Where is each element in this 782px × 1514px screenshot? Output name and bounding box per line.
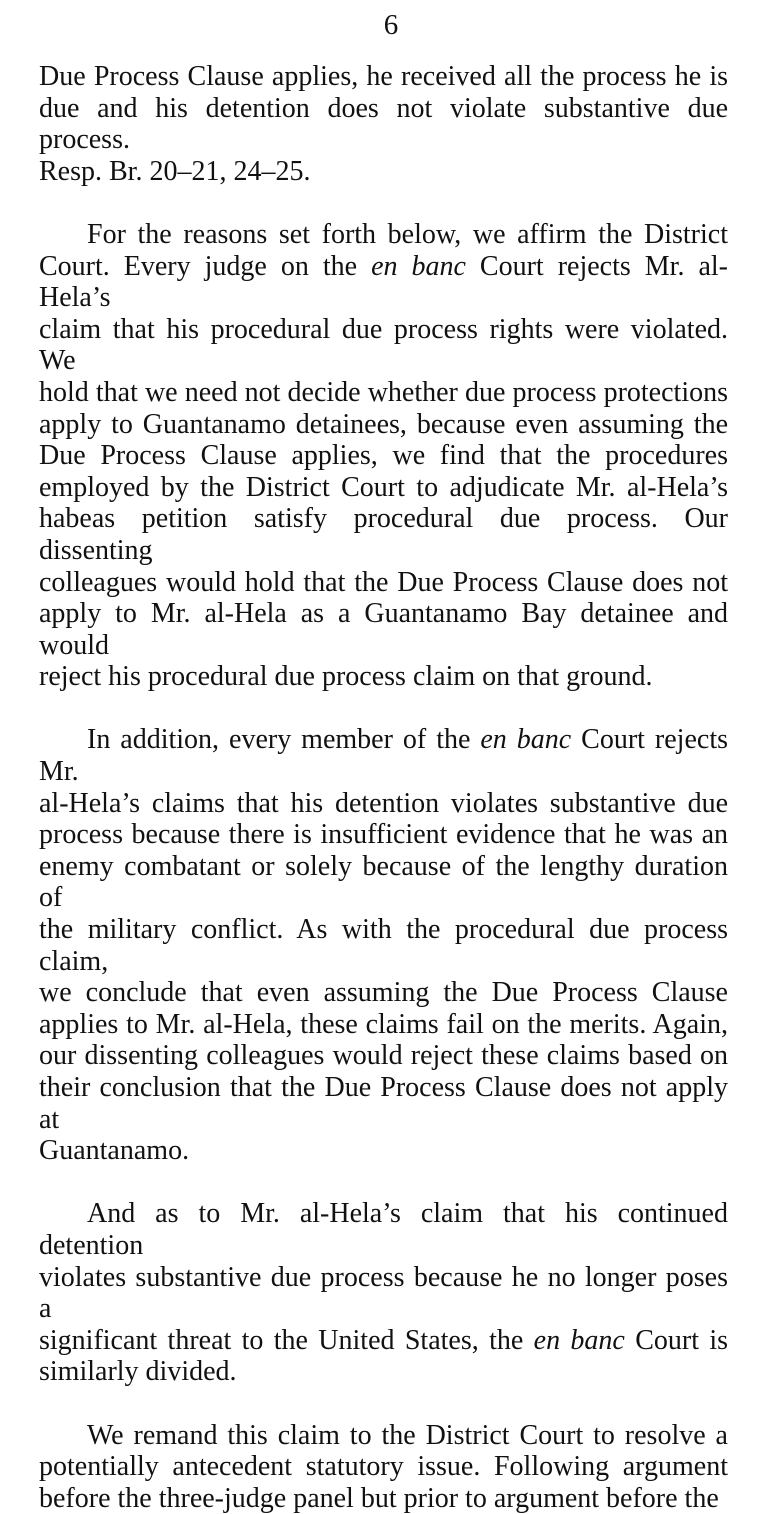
text-line xyxy=(39,503,728,566)
text-run: colleagues would hold that the Due Process Clause does not xyxy=(39,566,728,598)
text-run: claim that his procedural due process rights were violated. We xyxy=(39,313,728,377)
text-run: potentially antecedent statutory issue. Following argument xyxy=(39,1451,728,1483)
text-run: violates substantive due process because he no longer poses a xyxy=(39,1261,728,1325)
paragraph-3 xyxy=(39,724,728,1166)
text-run: the military conflict. As with the procedural due process claim, xyxy=(39,914,728,977)
text-run: Court is xyxy=(624,1324,728,1356)
text-run: applies to Mr. al-Hela, these claims fail on the merits. Again, xyxy=(39,1008,728,1040)
text-run: enemy combatant or solely because of the lengthy duration of xyxy=(39,850,728,914)
text-run: Court rejects Mr. xyxy=(39,724,728,788)
text-line xyxy=(39,977,728,1009)
text-run: For the reasons set forth below, we affirm the District xyxy=(87,218,728,250)
text-line xyxy=(39,1040,728,1072)
text-run: due and his detention does not violate substantive due process. xyxy=(39,92,728,156)
text-run: We remand this claim to the District Court to resolve a xyxy=(87,1419,728,1451)
paragraph-5 xyxy=(39,1420,728,1514)
text-line xyxy=(39,851,728,914)
text-line xyxy=(39,1198,728,1261)
body-text xyxy=(39,61,728,1514)
text-line xyxy=(39,1262,728,1325)
text-run: Court rejects Mr. al-Hela’s xyxy=(39,250,728,314)
text-line xyxy=(39,1135,728,1167)
text-line xyxy=(39,788,728,820)
text-line xyxy=(39,472,728,504)
text-line xyxy=(39,409,728,441)
text-run: Due Process Clause applies, he received all the process he is xyxy=(39,61,728,92)
text-line xyxy=(39,93,728,156)
paragraph-4 xyxy=(39,1198,728,1388)
text-run: reject his procedural due process claim on that ground. xyxy=(39,661,653,693)
text-run: process because there is insufficient evidence that he was an xyxy=(39,819,728,851)
text-run: their conclusion that the Due Process Clause does not apply at xyxy=(39,1072,728,1135)
text-run: al-Hela’s claims that his detention violates substantive due xyxy=(39,787,728,819)
text-line xyxy=(39,1072,728,1135)
paragraph-2 xyxy=(39,219,728,693)
text-line xyxy=(39,1483,728,1514)
text-line xyxy=(39,61,728,93)
text-run: apply to Guantanamo detainees, because even assuming the xyxy=(39,408,728,440)
text-line xyxy=(39,314,728,377)
text-line xyxy=(39,156,728,188)
text-run: we conclude that even assuming the Due Process Clause xyxy=(39,977,728,1009)
text-line xyxy=(39,1356,728,1388)
text-line xyxy=(39,1420,728,1452)
text-line xyxy=(39,724,728,787)
text-run: Court. Every judge on the xyxy=(39,250,372,282)
text-line xyxy=(39,440,728,472)
text-run: In addition, every member of the xyxy=(87,724,481,756)
italic-term: en banc xyxy=(480,724,572,756)
italic-term: en banc xyxy=(533,1324,625,1356)
text-line xyxy=(39,567,728,599)
text-run: apply to Mr. al-Hela as a Guantanamo Bay detainee and would xyxy=(39,598,728,661)
text-line xyxy=(39,377,728,409)
text-line xyxy=(39,1451,728,1483)
text-run: hold that we need not decide whether due process protections xyxy=(39,376,728,408)
paragraph-1 xyxy=(39,61,728,187)
text-run: employed by the District Court to adjudicate Mr. al-Hela’s xyxy=(39,471,728,503)
text-run: Resp. Br. 20–21, 24–25. xyxy=(39,155,311,187)
text-line xyxy=(39,819,728,851)
text-line xyxy=(39,219,728,251)
text-run: similarly divided. xyxy=(39,1356,237,1388)
text-line xyxy=(39,914,728,977)
text-line xyxy=(39,251,728,314)
text-run: Guantanamo. xyxy=(39,1135,190,1167)
page-number: 6 xyxy=(383,9,399,41)
text-run: before the three-judge panel but prior to argument before the xyxy=(39,1482,719,1514)
text-run: habeas petition satisfy procedural due process. Our dissenting xyxy=(39,503,728,566)
text-line xyxy=(39,1009,728,1041)
text-line xyxy=(39,1325,728,1357)
text-line xyxy=(39,598,728,661)
text-run: And as to Mr. al-Hela’s claim that his continued detention xyxy=(39,1198,728,1261)
text-run: our dissenting colleagues would reject these claims based on xyxy=(39,1040,728,1072)
text-run: significant threat to the United States, the xyxy=(39,1324,534,1356)
text-run: Due Process Clause applies, we find that the procedures xyxy=(39,440,728,472)
italic-term: en banc xyxy=(371,250,466,282)
text-line xyxy=(39,661,728,693)
